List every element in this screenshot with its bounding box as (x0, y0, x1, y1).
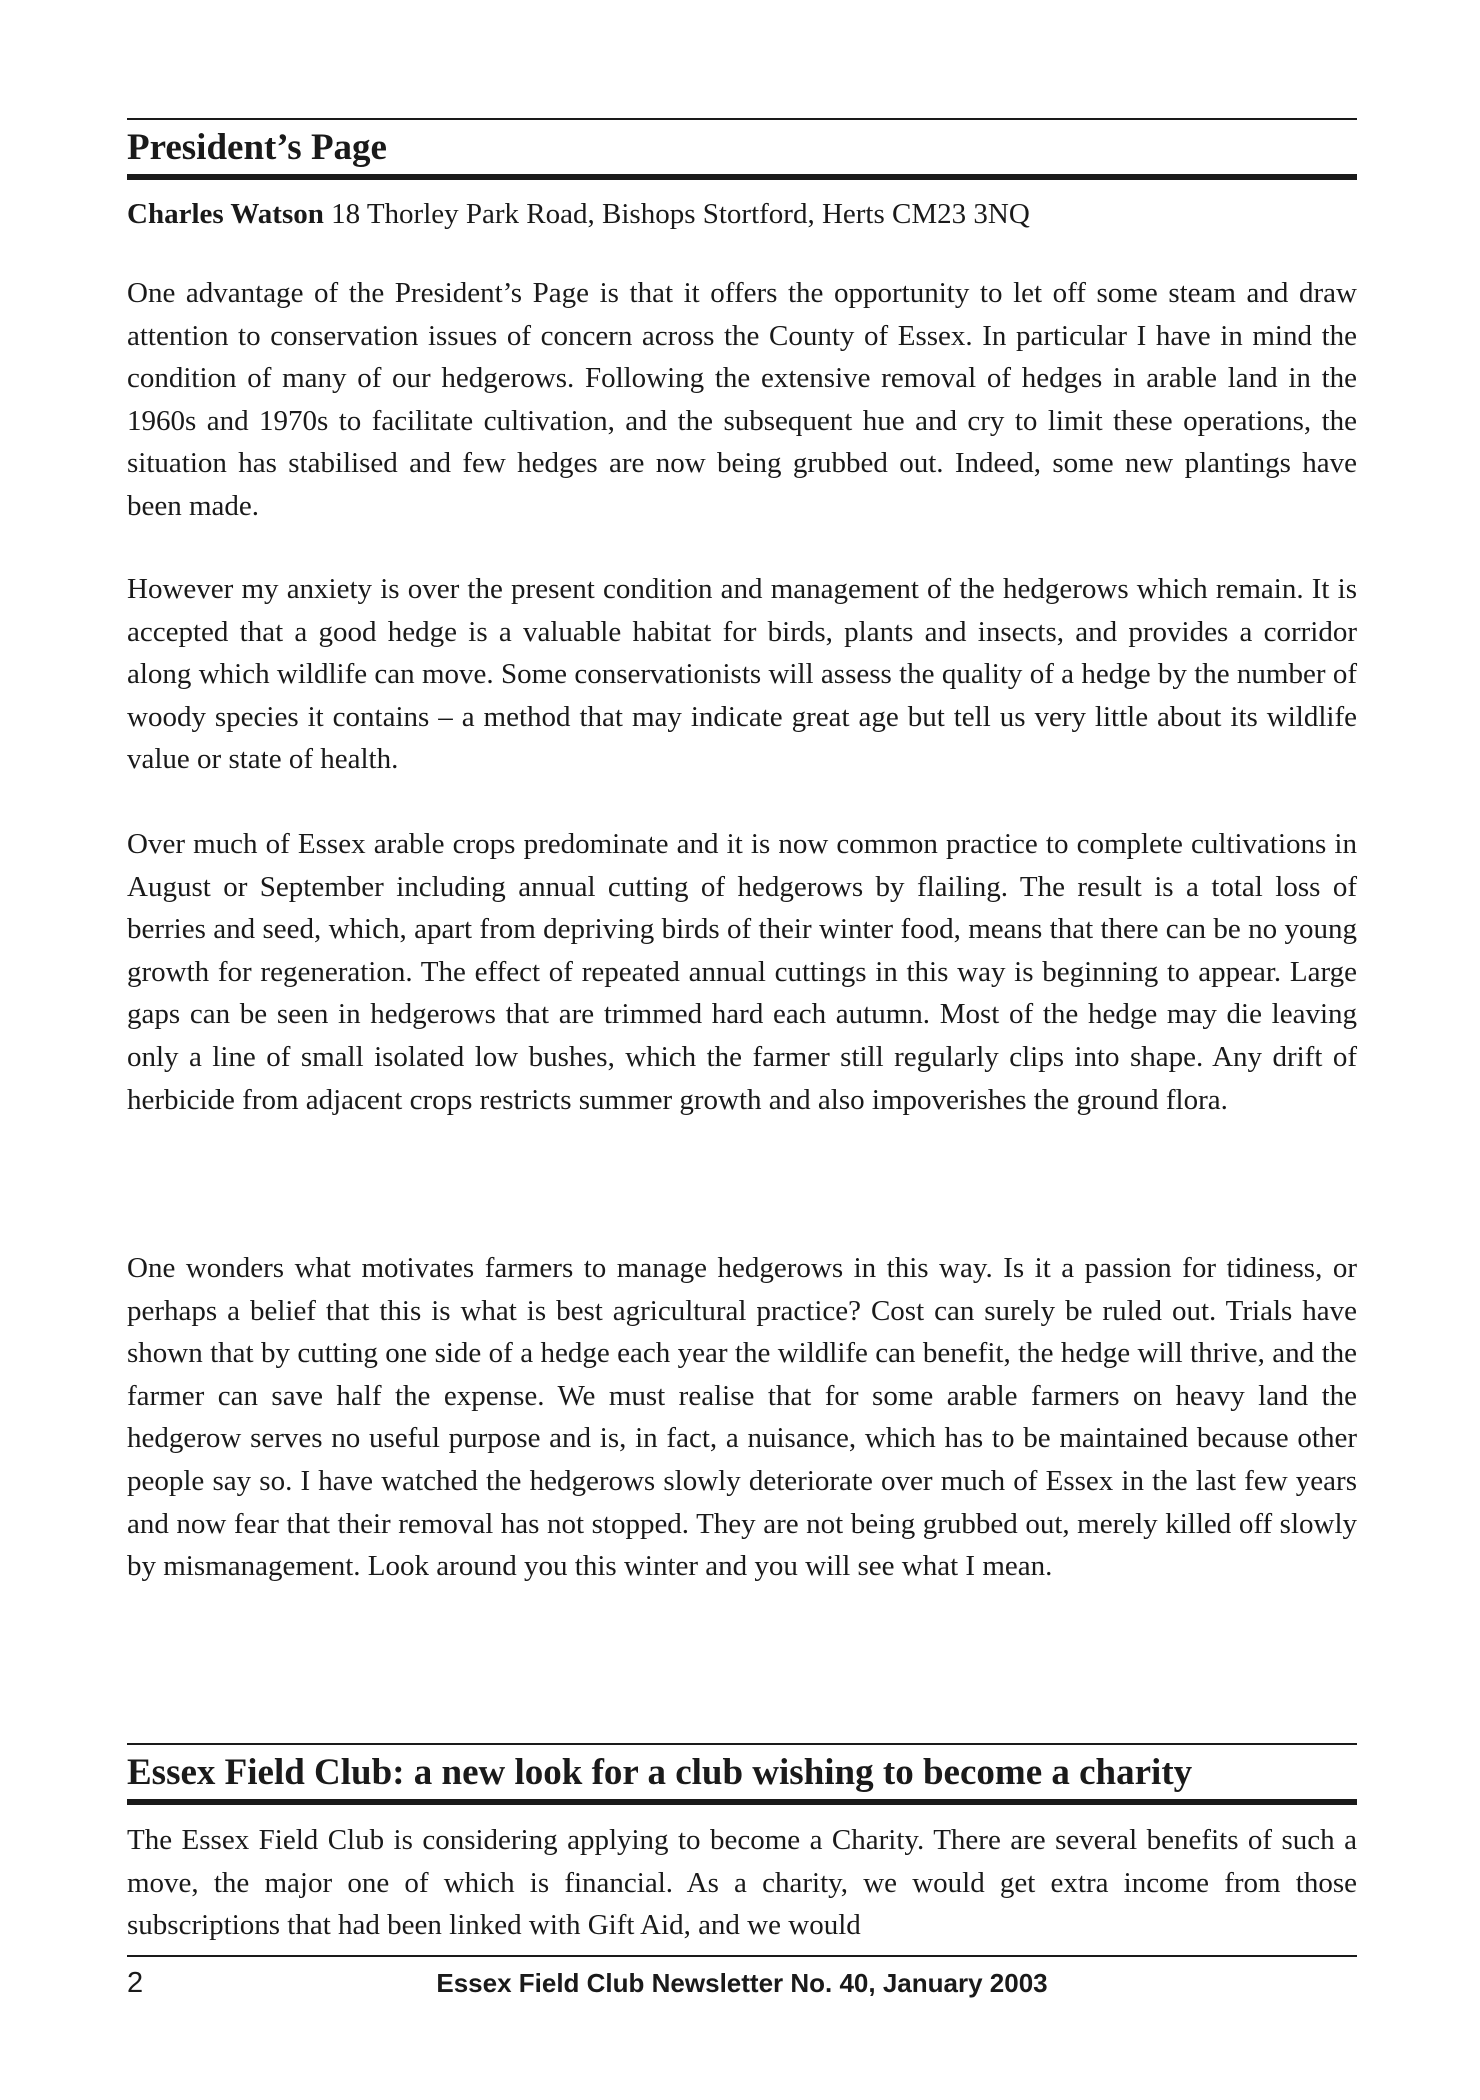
president-paragraph-4: One wonders what motivates farmers to manage hedgerows in this way. Is it a passion for tidiness, or perhaps a belief that this is what is best agricultural practice? Cost can surely be ruled out. Trials have shown that by cutting one side of a hedge each year the wildlife can benefit, the hedge will thrive, and the farmer can save half the expense. We must realise that for some arable farmers on heavy land the hedgerow serves no useful purpose and is, in fact, a nuisance, which has to be maintained because other people say so. I have watched the hedgerows slowly deteriorate over much of Essex in the last few years and now fear that their removal has not stopped. They are not being grubbed out, merely killed off slowly by mismanagement. Look around you this winter and you will see what I mean. (127, 1252, 1357, 1583)
charity-heading: Essex Field Club: a new look for a club wishing to become a charity (127, 1752, 1193, 1793)
charity-paragraph: The Essex Field Club is considering applying to become a Charity. There are several benefits of such a move, the major one of which is financial. As a charity, we would get extra income from those subscriptions that had been linked with Gift Aid, and we would (127, 1824, 1357, 1942)
footer-rule (127, 1955, 1357, 1957)
author-address: 18 Thorley Park Road, Bishops Stortford, Herts CM23 3NQ (331, 198, 1030, 230)
charity-heading-underline (127, 1799, 1357, 1805)
author-byline (127, 196, 1030, 232)
president-heading: President’s Page (127, 127, 387, 168)
top-rule (127, 118, 1357, 120)
president-paragraph-1: One advantage of the President’s Page is that it offers the opportunity to let off some steam and draw attention to conservation issues of concern across the County of Essex. In particular I have in mind the condition of many of our hedgerows. Following the extensive removal of hedges in arable land in the 1960s and 1970s to facilitate cultivation, and the subsequent hue and cry to limit these operations, the situation has stabilised and few hedges are now being grubbed out. Indeed, some new plantings have been made. (127, 277, 1357, 522)
page-number: 2 (127, 1967, 144, 1999)
section-rule (127, 1743, 1357, 1745)
president-paragraph-2: However my anxiety is over the present condition and management of the hedgerows which remain. It is accepted that a good hedge is a valuable habitat for birds, plants and insects, and provides a corridor along which wildlife can move. Some conservationists will assess the quality of a hedge by the number of woody species it contains – a method that may indicate great age but tell us very little about its wildlife value or state of health. (127, 573, 1357, 776)
author-name: Charles Watson (127, 198, 324, 230)
heading-underline (127, 174, 1357, 180)
president-paragraph-3: Over much of Essex arable crops predominate and it is now common practice to complete cultivations in August or September including annual cutting of hedgerows by flailing. The result is a total loss of berries and seed, which, apart from depriving birds of their winter food, means that there can be no young growth for regeneration. The effect of repeated annual cuttings in this way is beginning to appear. Large gaps can be seen in hedgerows that are trimmed hard each autumn. Most of the hedge may die leaving only a line of small isolated low bushes, which the farmer still regularly clips into shape. Any drift of herbicide from adjacent crops restricts summer growth and also impoverishes the ground flora. (127, 828, 1357, 1116)
newsletter-footer: Essex Field Club Newsletter No. 40, January 2003 (436, 1968, 1048, 1998)
